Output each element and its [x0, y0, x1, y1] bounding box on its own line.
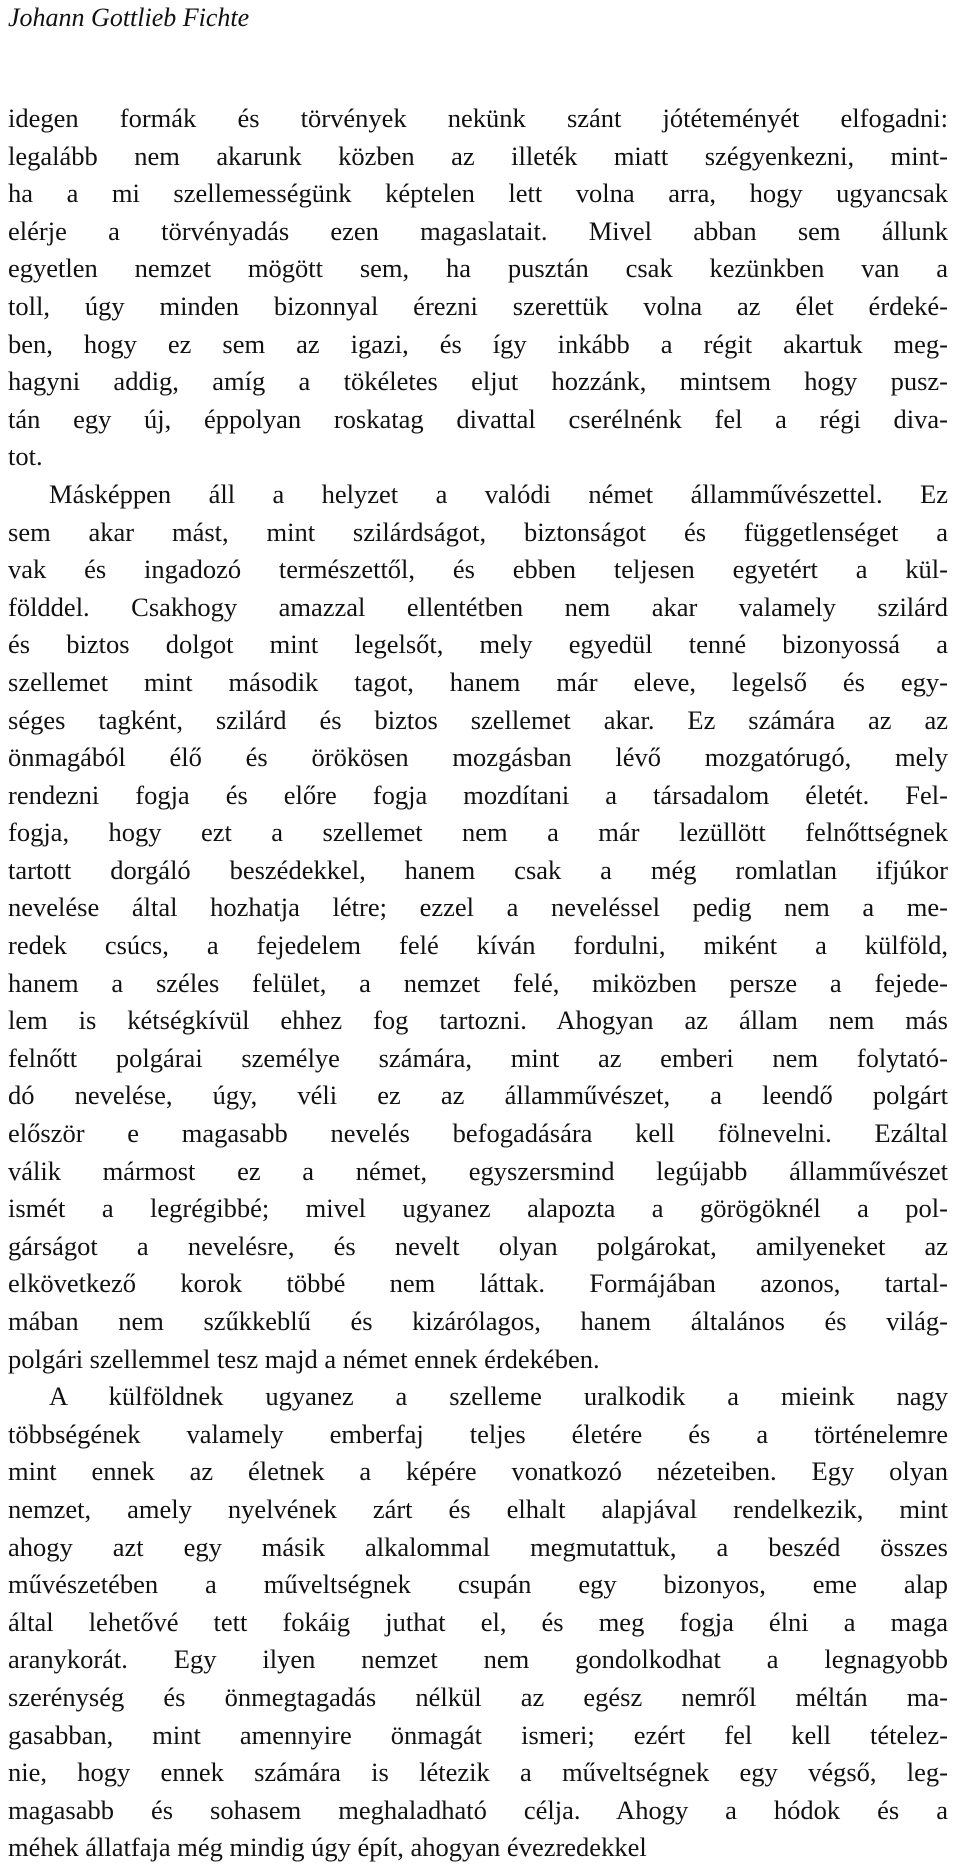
text-line: tot.: [8, 441, 43, 472]
text-line: elkövetkező korok többé nem láttak. Formájában azonos, tartal-: [8, 1268, 948, 1299]
text-line: gárságot a nevelésre, és nevelt olyan polgárokat, amilyeneket az: [8, 1230, 948, 1261]
text-line: tartott dorgáló beszédekkel, hanem csak a még romlatlan ifjúkor: [8, 854, 948, 885]
text-line: tán egy új, éppolyan roskatag divattal cserélnénk fel a régi diva-: [8, 403, 948, 434]
running-header-author: Johann Gottlieb Fichte: [8, 3, 250, 32]
text-line: ben, hogy ez sem az igazi, és így inkább a régit akartuk meg-: [8, 328, 948, 359]
text-line: gasabban, mint amennyire önmagát ismeri; ezért fel kell tételez-: [8, 1719, 948, 1750]
text-line: vak és ingadozó természettől, és ebben teljesen egyetért a kül-: [8, 554, 948, 585]
text-line: rendezni fogja és előre fogja mozdítani a társadalom életét. Fel-: [8, 779, 948, 810]
text-line: hagyni addig, amíg a tökéletes eljut hozzánk, mintsem hogy pusz-: [8, 366, 948, 397]
text-line: lem is kétségkívül ehhez fog tartozni. Ahogyan az állam nem más: [8, 1005, 948, 1036]
paragraph-start-line: Másképpen áll a helyzet a valódi német államművészettel. Ez: [49, 478, 948, 509]
text-line: sem akar mást, mint szilárdságot, biztonságot és függetlenséget a: [8, 516, 948, 547]
text-line: séges tagként, szilárd és biztos szellemet akar. Ez számára az az: [8, 704, 948, 735]
text-line: nevelése által hozhatja létre; ezzel a neveléssel pedig nem a me-: [8, 892, 948, 923]
text-line: szellemet mint második tagot, hanem már eleve, legelső és egy-: [8, 666, 948, 697]
text-line: ha a mi szellemességünk képtelen lett volna arra, hogy ugyancsak: [8, 178, 948, 209]
text-line: redek csúcs, a fejedelem felé kíván fordulni, miként a külföld,: [8, 930, 948, 961]
text-line: és biztos dolgot mint legelsőt, mely egyedül tenné bizonyossá a: [8, 629, 948, 660]
text-line: önmagából élő és örökösen mozgásban lévő mozgatórugó, mely: [8, 742, 948, 773]
text-line: méhek állatfaja még mindig úgy épít, ahogyan évezredekkel: [8, 1832, 647, 1863]
text-line: először e magasabb nevelés befogadására kell fölnevelni. Ezáltal: [8, 1118, 948, 1149]
text-line: hanem a széles felület, a nemzet felé, miközben persze a fejede-: [8, 967, 948, 998]
text-line: nie, hogy ennek számára is létezik a műveltségnek egy végső, leg-: [8, 1757, 948, 1788]
text-line: egyetlen nemzet mögött sem, ha pusztán csak kezünkben van a: [8, 253, 948, 284]
text-body: [8, 100, 948, 1867]
text-line: toll, úgy minden bizonnyal érezni szerettük volna az élet érdeké-: [8, 290, 948, 321]
text-line: ahogy azt egy másik alkalommal megmutattuk, a beszéd összes: [8, 1531, 948, 1562]
text-line: művészetében a műveltségnek csupán egy bizonyos, eme alap: [8, 1569, 948, 1600]
text-line: válik mármost ez a német, egyszersmind legújabb államművészet: [8, 1155, 948, 1186]
text-line: magasabb és sohasem meghaladható célja. Ahogy a hódok és a: [8, 1794, 948, 1825]
text-line: többségének valamely emberfaj teljes életére és a történelemre: [8, 1418, 948, 1449]
text-line: legalább nem akarunk közben az illeték miatt szégyenkezni, mint-: [8, 140, 948, 171]
text-line: ismét a legrégibbé; mivel ugyanez alapozta a görögöknél a pol-: [8, 1193, 948, 1224]
text-line: földdel. Csakhogy amazzal ellentétben nem akar valamely szilárd: [8, 591, 948, 622]
text-line: szerénység és önmegtagadás nélkül az egész nemről méltán ma-: [8, 1681, 948, 1712]
text-line: idegen formák és törvények nekünk szánt jótéteményét elfogadni:: [8, 103, 948, 133]
text-line: felnőtt polgárai személye számára, mint az emberi nem folytató-: [8, 1042, 948, 1073]
text-line: aranykorát. Egy ilyen nemzet nem gondolkodhat a legnagyobb: [8, 1644, 948, 1675]
text-line: nemzet, amely nyelvének zárt és elhalt alapjával rendelkezik, mint: [8, 1493, 948, 1524]
text-line: elérje a törvényadás ezen magaslatait. Mivel abban sem állunk: [8, 215, 948, 246]
paragraph-start-line: A külföldnek ugyanez a szelleme uralkodik a mieink nagy: [49, 1381, 948, 1412]
text-line: által lehetővé tett fokáig juthat el, és meg fogja élni a maga: [8, 1606, 948, 1637]
text-line: mában nem szűkkeblű és kizárólagos, hanem általános és világ-: [8, 1306, 948, 1336]
text-line: dó nevelése, úgy, véli ez az államművészet, a leendő polgárt: [8, 1080, 948, 1111]
text-line: fogja, hogy ezt a szellemet nem a már lezüllött felnőttségnek: [8, 817, 948, 848]
text-line: polgári szellemmel tesz majd a német ennek érdekében.: [8, 1343, 600, 1374]
text-line: mint ennek az életnek a képére vonatkozó nézeteiben. Egy olyan: [8, 1456, 948, 1487]
